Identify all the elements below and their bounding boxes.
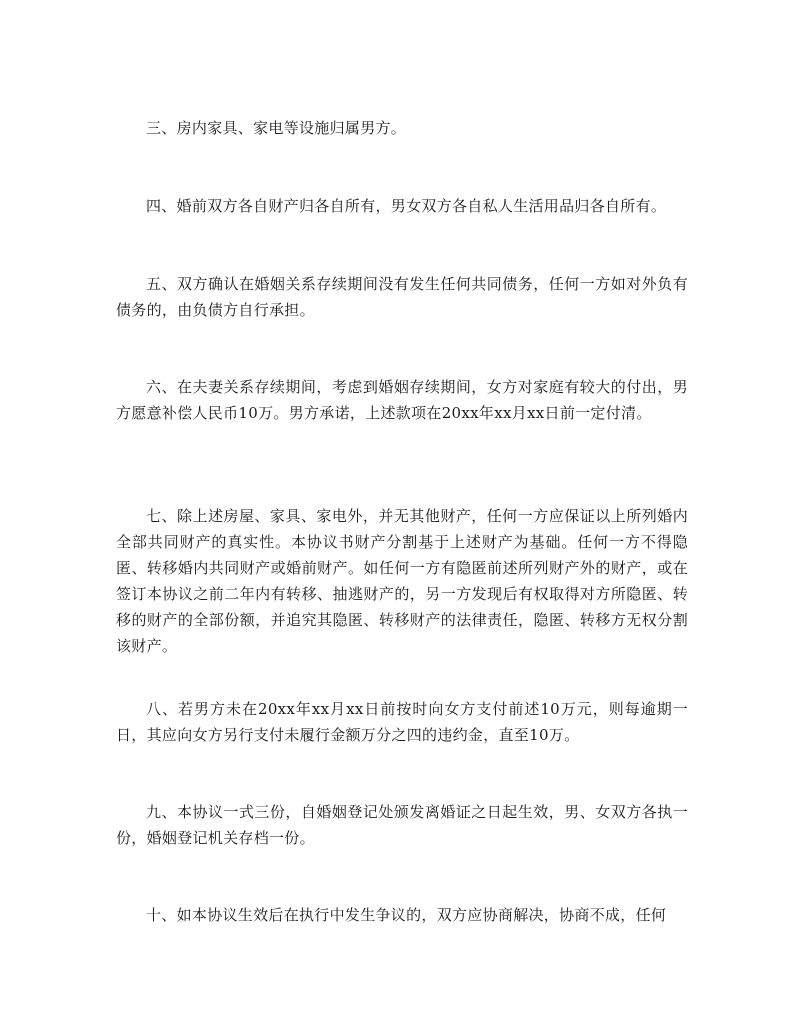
- clause-8-paragraph: 八、若男方未在20xx年xx月xx日前按时向女方支付前述10万元，则每逾期一日，其应向女方另行支付未履行金额万分之四的违约金，直至10万。: [116, 700, 688, 744]
- clause-6-paragraph: 六、在夫妻关系存续期间，考虑到婚姻存续期间，女方对家庭有较大的付出，男方愿意补偿人民币10万。男方承诺，上述款项在20xx年xx月xx日前一定付清。: [116, 378, 688, 422]
- clause-10-paragraph: 十、如本协议生效后在执行中发生争议的，双方应协商解决，协商不成，任何: [146, 906, 667, 924]
- clause-4-paragraph: 四、婚前双方各自财产归各自所有，男女双方各自私人生活用品归各自所有。: [146, 197, 667, 215]
- clause-5-paragraph: 五、双方确认在婚姻关系存续期间没有发生任何共同债务，任何一方如对外负有债务的，由负债方自行承担。: [116, 275, 688, 319]
- clause-7-paragraph: 七、除上述房屋、家具、家电外，并无其他财产，任何一方应保证以上所列婚内全部共同财产的真实性。本协议书财产分割基于上述财产为基础。任何一方不得隐匿、转移婚内共同财产或婚前财产。如任何一方有隐匿前述所列财产外的财产，或在签订本协议之前二年内有转移、抽逃财产的，另一方发现后有权取得对方所隐匿、转移的财产的全部份额，并追究其隐匿、转移财产的法律责任，隐匿、转移方无权分割该财产。: [116, 507, 688, 655]
- clause-9-paragraph: 九、本协议一式三份，自婚姻登记处颁发离婚证之日起生效，男、女双方各执一份，婚姻登记机关存档一份。: [116, 803, 688, 847]
- clause-3-paragraph: 三、房内家具、家电等设施归属男方。: [146, 119, 407, 137]
